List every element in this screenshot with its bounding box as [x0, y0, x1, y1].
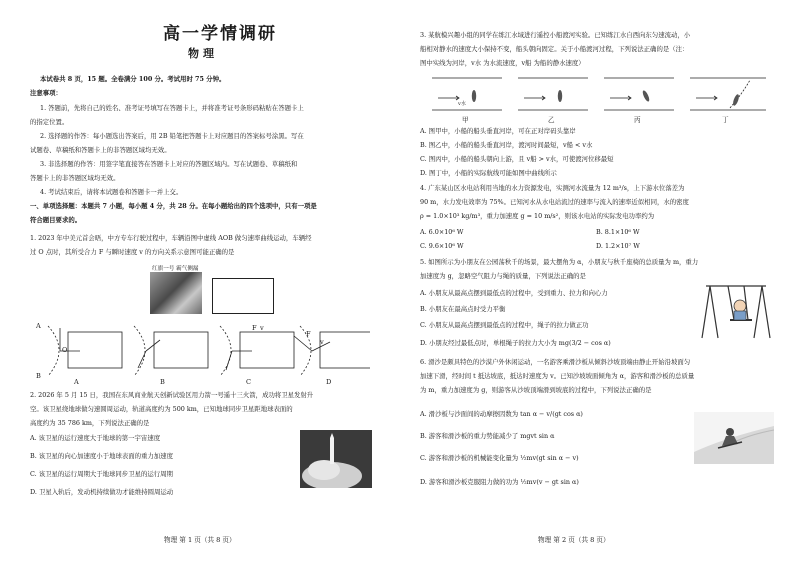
q6-stem: 加速下滑，经时间 t 抵达坡底，抵达时速度为 v。已知沙坡坡面倾角为 α，游客和滑沙板的总质量 — [420, 372, 695, 380]
q3-fig-label: 甲 — [462, 116, 469, 124]
page-2 — [400, 0, 800, 566]
q4-option-d[interactable]: D. 1.2×10⁷ W — [596, 242, 640, 250]
q4-option-c[interactable]: C. 9.6×10⁶ W — [420, 242, 464, 250]
q1-point-label: F — [306, 330, 311, 338]
q4-option-a[interactable]: A. 6.0×10⁶ W — [420, 228, 464, 236]
note-line: 答题卡上的非答题区域均无效。 — [30, 174, 120, 182]
q6-stem: 为 m，重力加速度为 g，则游客从沙坡顶端滑到坡底的过程中，下列说法正确的是 — [420, 386, 652, 394]
q3-fig-label: 丁 — [722, 116, 729, 124]
q1-point-label: v — [320, 338, 324, 346]
q1-diagram-c — [220, 326, 294, 376]
q1-option-d[interactable]: D — [326, 378, 332, 386]
q5-stem: 加速度为 g，忽略空气阻力与绳的质量，下列说法正确的是 — [420, 272, 586, 280]
notes-heading: 注意事项： — [30, 89, 62, 97]
note-line: 1. 答题前，先将自己的姓名、准考证号填写在答题卡上，并将准考证号条形码粘贴在答题卡上 — [40, 104, 304, 112]
q2-stem: 空。该卫星绕地球做匀速圆周运动，轨道高度约为 500 km，已知地球同步卫星距地球表面的 — [30, 405, 293, 413]
q4-stem: 4. 广东某山区水电站利用当地的水力资源发电，实测河水流量为 12 m³/s，上下游水位落差为 — [420, 184, 685, 192]
note-line: 2. 选择题的作答：每小题选出答案后，用 2B 铅笔把答题卡上对应题目的答案标号涂黑。写在 — [40, 132, 304, 140]
q3-option-b[interactable]: B. 图乙中，小船的船头垂直河岸，渡河时间最短，v船 < v水 — [420, 141, 593, 149]
q6-stem: 6. 滑沙是颇具特色的沙漠户外休闲运动，一名游客乘滑沙板从倾斜沙坡顶端由静止开始沿坡面匀 — [420, 358, 691, 366]
q1-diagrams-svg — [30, 318, 370, 388]
section1-heading-cont: 符合题目要求的。 — [30, 216, 82, 224]
q1-car-photo — [150, 272, 202, 314]
note-line: 的指定位置。 — [30, 118, 69, 126]
q5-option-a[interactable]: A. 小朋友从最高点摆到最低点的过程中，受到重力、拉力和向心力 — [420, 289, 608, 297]
q2-stem: 高度约为 35 786 km，下列说法正确的是 — [30, 419, 150, 427]
q1-option-a[interactable]: A — [74, 378, 79, 386]
q3-river-diagrams — [430, 74, 770, 116]
q1-option-c[interactable]: C — [246, 378, 252, 386]
q3-fig-label: 乙 — [548, 116, 555, 124]
swing-icon — [700, 282, 772, 340]
q1-point-label: A — [36, 322, 41, 330]
rocket-launch-icon — [300, 430, 372, 488]
q5-swing-image — [700, 282, 772, 340]
q1-point-label: v — [260, 324, 264, 332]
q1-stem: 过 O 点时，其所受合力 F 与瞬时速度 v 的方向关系示意图可能正确的是 — [30, 248, 235, 256]
q3-stem: 3. 某航模兴趣小组的同学在练江水域进行遥控小船渡河实验。已知练江水自西向东匀速流动，小 — [420, 31, 691, 39]
q6-option-b[interactable]: B. 游客和滑沙板的重力势能减少了 mgvt sin α — [420, 432, 555, 440]
page-footer: 物理 第 1 页（共 8 页） — [164, 536, 236, 544]
q3-option-a[interactable]: A. 图甲中，小船的船头垂直河岸，可在正对岸码头靠岸 — [420, 127, 576, 135]
q1-point-label: B — [36, 372, 41, 380]
q3-vwater-label: v水 — [458, 101, 466, 107]
sand-slide-icon — [694, 412, 774, 464]
q1-photo-caption: 红旗一号 霸气侧漏 — [152, 266, 199, 272]
q6-option-c[interactable]: C. 游客和滑沙板的机械能变化量为 ½mv(gt sin α − v) — [420, 454, 579, 462]
q2-option-b[interactable]: B. 该卫星的向心加速度小于地球表面的重力加速度 — [30, 452, 173, 460]
q5-option-c[interactable]: C. 小朋友从最高点摆到最低点的过程中，绳子的拉力做正功 — [420, 321, 589, 329]
q4-stem: ρ = 1.0×10³ kg/m³，重力加速度 g = 10 m/s²，则该水电站的实际发电功率约为 — [420, 212, 655, 220]
q4-option-b[interactable]: B. 8.1×10⁶ W — [596, 228, 640, 236]
q1-point-label: F — [252, 324, 257, 332]
exam-title: 高一学情调研 — [163, 24, 277, 44]
exam-intro: 本试卷共 8 页，15 题。全卷满分 100 分。考试用时 75 分钟。 — [40, 75, 226, 83]
q1-diagram-a — [48, 326, 122, 376]
q1-option-b[interactable]: B — [160, 378, 165, 386]
q2-option-c[interactable]: C. 该卫星的运行周期大于地球同步卫星的运行周期 — [30, 470, 173, 478]
page-footer: 物理 第 2 页（共 8 页） — [538, 536, 610, 544]
q3-fig-label: 丙 — [634, 116, 641, 124]
q3-stem: 船相对静水的速度大小保持不变，船头朝向固定。关于小船渡河过程，下列说法正确的是（注： — [420, 45, 689, 53]
q1-diagrams — [30, 318, 370, 388]
q4-stem: 90 m，水力发电效率为 75%。已知河水从水电站流过的速率与流入的速率近似相同，水的密度 — [420, 198, 689, 206]
q3-option-c[interactable]: C. 图丙中，小船的船头朝向上游，且 v船 > v水，可使渡河位移最短 — [420, 155, 614, 163]
q3-option-d[interactable]: D. 图丁中，小船的实际航线可能如图中曲线所示 — [420, 169, 557, 177]
q1-photo-box — [212, 278, 274, 314]
q1-stem: 1. 2023 年中美元首会晤，中方专车行驶过程中，车辆沿图中虚线 AOB 做匀速率曲线运动，车辆经 — [30, 234, 312, 242]
q6-sandslide-image — [694, 412, 774, 464]
note-line: 3. 非选择题的作答：用签字笔直接答在答题卡上对应的答题区域内。写在试题卷、草稿纸和 — [40, 160, 298, 168]
q3-stem: 图中实线为河岸，v水 为水流速度，v船 为船的静水速度） — [420, 59, 585, 67]
note-line: 试题卷、草稿纸和答题卡上的非答题区域均无效。 — [30, 146, 171, 154]
q1-diagram-b — [134, 326, 208, 376]
q2-option-a[interactable]: A. 该卫星的运行速度大于地球的第一宇宙速度 — [30, 434, 161, 442]
q6-option-d[interactable]: D. 游客和滑沙板克服阻力做的功为 ½mv(v − gt sin α) — [420, 478, 579, 486]
exam-subject: 物理 — [188, 47, 218, 60]
q5-option-d[interactable]: D. 小朋友经过最低点时，单根绳子的拉力大小为 mg(3/2 − cos α) — [420, 339, 611, 347]
q2-option-d[interactable]: D. 卫星入轨后，发动机持续做功才能维持圆周运动 — [30, 488, 174, 496]
note-line: 4. 考试结束后，请将本试题卷和答题卡一并上交。 — [40, 188, 183, 196]
section1-heading: 一、单项选择题：本题共 7 小题，每小题 4 分，共 28 分。在每小题给出的四个选项中，只有一项是 — [30, 202, 317, 210]
q2-rocket-photo — [300, 430, 372, 488]
q6-option-a[interactable]: A. 滑沙板与沙面间的动摩擦因数为 tan α − v/(gt cos α) — [420, 410, 583, 418]
q5-option-b[interactable]: B. 小朋友在最高点时受力平衡 — [420, 305, 506, 313]
q1-point-label: O — [62, 346, 68, 354]
q5-stem: 5. 如图所示为小朋友在公园荡秋千的场景，最大摆角为 α，小朋友与秋千座椅的总质量为 m，重力 — [420, 258, 699, 266]
q2-stem: 2. 2026 年 5 月 15 日，我国在东风商业航天创新试验区用力箭一号遥十三火箭，成功将卫星发射升 — [30, 391, 314, 399]
q3-river-svg — [430, 74, 770, 116]
